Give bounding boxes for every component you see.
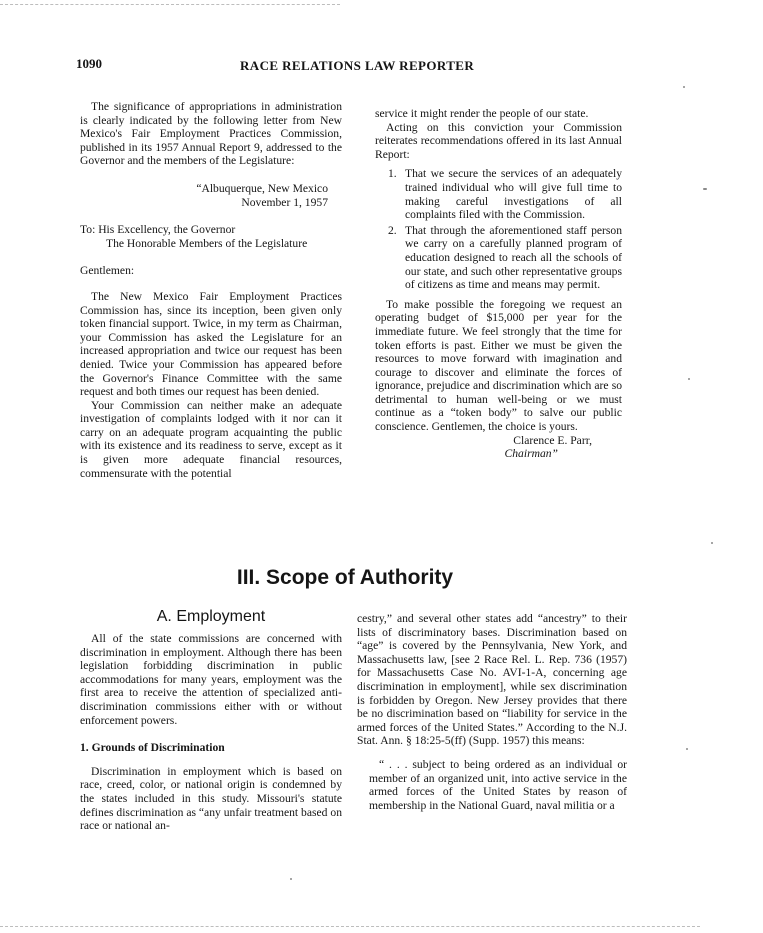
scan-speck bbox=[683, 86, 685, 88]
list-item: 1. That we secure the services of an adequately trained individual who will give full time to making careful investigations of all complaints filed with the Commission. bbox=[388, 167, 622, 222]
continued-text: service it might render the people of our state. bbox=[375, 107, 589, 120]
upper-right-column bbox=[375, 107, 622, 461]
scan-speck bbox=[290, 878, 292, 880]
letter-date: November 1, 1957 bbox=[241, 195, 328, 209]
addressee-block bbox=[80, 223, 342, 250]
scan-speck bbox=[711, 542, 713, 544]
scan-speck bbox=[703, 188, 707, 190]
subheading: 1. Grounds of Discrimination bbox=[80, 741, 225, 755]
top-edge-line bbox=[0, 4, 340, 5]
body-paragraph: All of the state commissions are concerned with discrimination in employment. Although there has been legislation forbidding discrimination in public accommodations for many years, employment was the first area to receive the attention of specialized anti-discrimination commissions either with or without enforcement powers. bbox=[80, 632, 342, 727]
addressee-line: The Honorable Members of the Legislature bbox=[106, 236, 308, 250]
page-number: 1090 bbox=[76, 56, 102, 71]
scan-speck bbox=[688, 378, 690, 380]
body-paragraph: Discrimination in employment which is based on race, creed, color, or national origin is condemned by the states included in this study. Missouri's statute defines discrimination as “any unfair treatment based on race or national an- bbox=[80, 764, 342, 833]
letter-paragraph: To make possible the foregoing we request an operating budget of $15,000 per year for the immediate future. We feel strongly that the time for token efforts is past. Either we must be given the resources to move forward with imagination and courage to discover and eliminate the forces of ignorance, prejudice and discrimination which are so detrimental to human well-being or we must continue as a “token body” to salve our public conscience. Gentlemen, the choice is yours. bbox=[375, 297, 622, 434]
block-quote: “ . . . subject to being ordered as an individual or member of an organized unit, into active service in the armed forces of the United States by reason of membership in the National Guard, naval militia or a bbox=[369, 757, 627, 812]
upper-left-column bbox=[80, 100, 342, 480]
section-title: III. Scope of Authority bbox=[236, 566, 454, 589]
running-head: RACE RELATIONS LAW REPORTER bbox=[240, 58, 475, 73]
bottom-edge-line bbox=[0, 926, 700, 927]
letter-paragraph: Acting on this conviction your Commission reiterates recommendations offered in its last Annual Report: bbox=[375, 120, 622, 161]
signature-name: Clarence E. Parr, bbox=[513, 433, 592, 447]
lower-right-column bbox=[357, 612, 627, 812]
signature-title: Chairman” bbox=[504, 447, 558, 461]
body-paragraph: cestry,” and several other states add “ancestry” to their lists of discriminatory bases. Discrimination based on “age” is covered by the Pennsylvania, New York, and Massachusetts law, [see 2 Race Rel. L. Rep. 736 (1957) for Massachusetts Case No. AVI-1-A, concerning age discrimination in employment], while sex discrimination is forbidden by Oregon. New Jersey provides that there be no discrimination based on “liability for service in the armed forces of the United States.” According to the N.J. Stat. Ann. § 18:25-5(ff) (Supp. 1957) this means: bbox=[357, 612, 627, 748]
recommendation-list bbox=[375, 167, 622, 291]
letter-place: “Albuquerque, New Mexico bbox=[196, 181, 328, 195]
letter-paragraph: Your Commission can neither make an adequate investigation of complaints lodged with it nor can it carry on an adequate program acquainting the public with its existence and its readiness to serve, except as it is given more adequate financial resources, commensurate with the potential bbox=[80, 398, 342, 480]
list-item: 2. That through the aforementioned staff person we carry on a carefully planned program of education designed to reach all the schools of our state, and such other representative groups of citizens as time and means may permit. bbox=[388, 223, 622, 292]
intro-paragraph: The significance of appropriations in administration is clearly indicated by the following letter from New Mexico's Fair Employment Practices Commission, published in its 1957 Annual Report 9, addressed to the Governor and the members of the Legislature: bbox=[80, 100, 342, 168]
salutation: Gentlemen: bbox=[80, 264, 135, 278]
letter-paragraph: The New Mexico Fair Employment Practices Commission has, since its inception, been given only token financial support. Twice, in my term as Chairman, your Commission has asked the Legislature for an increased appropriation and twice our request has been denied. Twice your Commission has appeared before the Governor's Finance Committee with the same request and both times our request has been denied. bbox=[80, 289, 342, 399]
scan-speck bbox=[686, 748, 688, 750]
lower-left-column bbox=[80, 632, 342, 833]
addressee-line: To: His Excellency, the Governor bbox=[80, 223, 236, 237]
subsection-title: A. Employment bbox=[156, 608, 266, 625]
